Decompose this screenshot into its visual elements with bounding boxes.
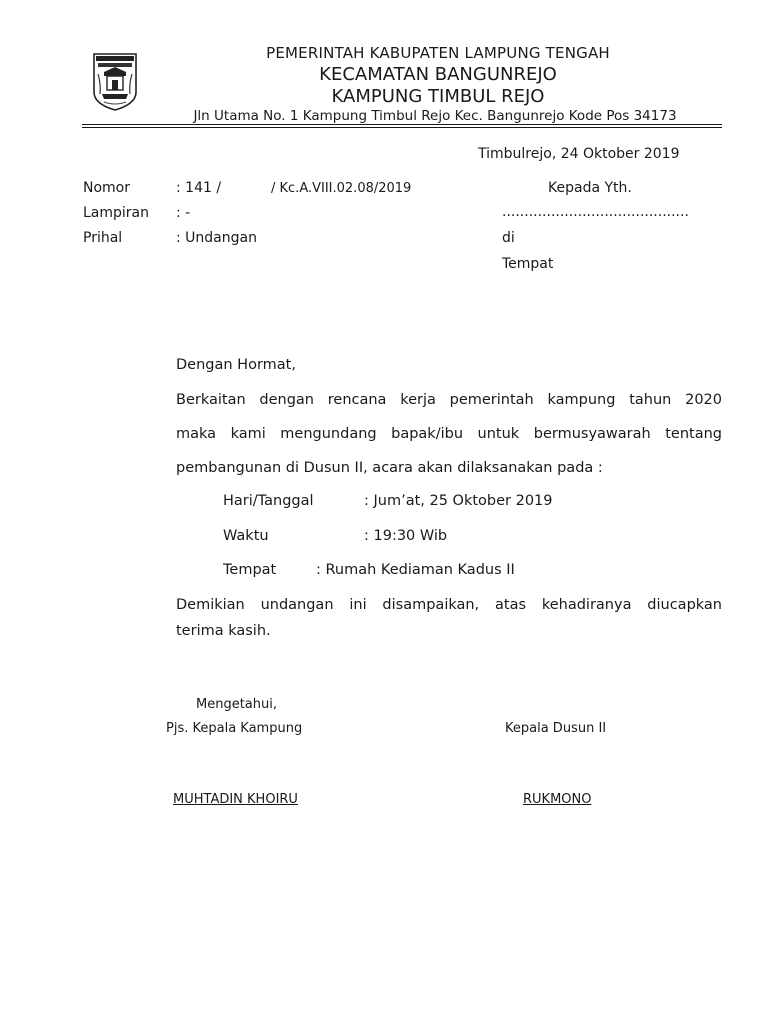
- letter-date: Timbulrejo, 24 Oktober 2019: [478, 146, 680, 162]
- left-signer-title: Pjs. Kepala Kampung: [166, 721, 303, 736]
- header-district: KECAMATAN BANGUNREJO: [319, 64, 557, 85]
- lampiran-value: : -: [176, 205, 191, 221]
- header-address: Jln Utama No. 1 Kampung Timbul Rejo Kec. Bangunrejo Kode Pos 34173: [193, 108, 677, 124]
- hari-label: Hari/Tanggal: [223, 493, 314, 509]
- paragraph-line: pembangunan di Dusun II, acara akan dilaksanakan pada :: [176, 460, 603, 476]
- waktu-label: Waktu: [223, 528, 269, 544]
- prihal-value: : Undangan: [176, 230, 257, 246]
- tempat-value: : Rumah Kediaman Kadus II: [316, 562, 515, 578]
- recipient-dots: ..........................................: [502, 204, 689, 220]
- mengetahui-label: Mengetahui,: [196, 697, 277, 712]
- closing-line: terima kasih.: [176, 623, 271, 639]
- recipient-tempat: Tempat: [502, 256, 554, 272]
- prihal-label: Prihal: [83, 230, 123, 246]
- header-divider: [82, 124, 722, 125]
- nomor-label: Nomor: [83, 180, 130, 196]
- header-government: PEMERINTAH KABUPATEN LAMPUNG TENGAH: [266, 44, 610, 62]
- lampiran-label: Lampiran: [83, 205, 150, 221]
- hari-value: : Jum’at, 25 Oktober 2019: [364, 493, 553, 509]
- right-signer-title: Kepala Dusun II: [505, 721, 607, 736]
- recipient-kepada: Kepada Yth.: [548, 180, 632, 196]
- paragraph-line: maka kami mengundang bapak/ibu untuk bermusyawarah tentang: [176, 426, 722, 442]
- header-divider-thin: [82, 127, 722, 128]
- nomor-suffix: / Kc.A.VIII.02.08/2019: [271, 181, 412, 196]
- nomor-value: : 141 /: [176, 180, 222, 196]
- left-signer-name: MUHTADIN KHOIRU: [173, 792, 298, 807]
- paragraph-line: Berkaitan dengan rencana kerja pemerintah kampung tahun 2020: [176, 392, 722, 408]
- right-signer-name: RUKMONO: [523, 792, 592, 807]
- closing-line: Demikian undangan ini disampaikan, atas kehadiranya diucapkan: [176, 597, 722, 613]
- header-village: KAMPUNG TIMBUL REJO: [331, 86, 545, 107]
- waktu-value: : 19:30 Wib: [364, 528, 448, 544]
- tempat-label: Tempat: [223, 562, 277, 578]
- recipient-di: di: [502, 230, 515, 246]
- salutation: Dengan Hormat,: [176, 357, 296, 373]
